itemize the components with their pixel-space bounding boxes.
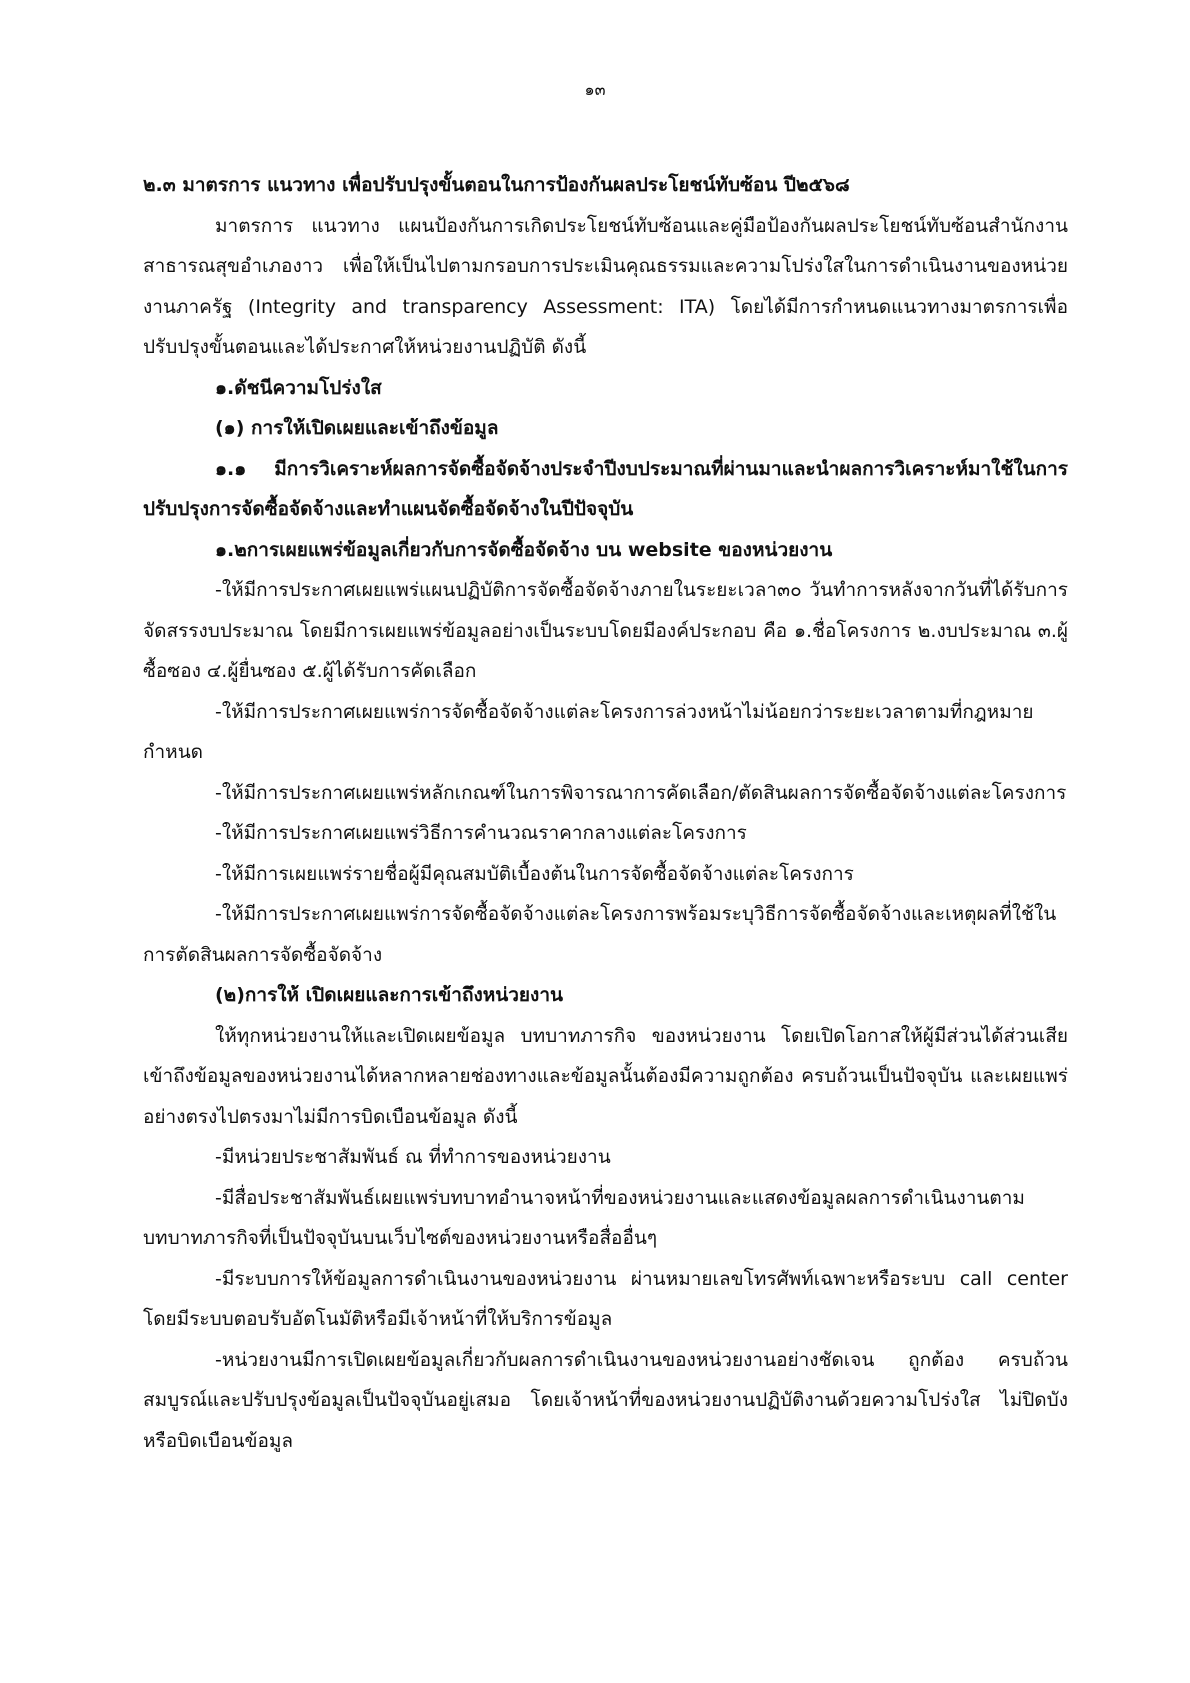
subsection-2-heading: (๒)การให้ เปิดเผยและการเข้าถึงหน่วยงาน <box>215 984 563 1006</box>
bullet-item: -หน่วยงานมีการเปิดเผยข้อมูลเกี่ยวกับผลการดำเนินงานของหน่วยงานอย่างชัดเจน ถูกต้อง ครบถ้วนสมบูรณ์และปรับปรุงข้อมูลเป็นปัจจุบันอยู่เสมอ โดยเจ้าหน้าที่ของหน่วยงานปฏิบัติงานด้วยความโปร่งใส ไม่ปิดบังหรือบิดเบือนข้อมูล <box>143 1348 1068 1452</box>
document-body <box>143 165 1068 1461</box>
bullet-item: -มีสื่อประชาสัมพันธ์เผยแพร่บทบาทอำนาจหน้าที่ของหน่วยงานและแสดงข้อมูลผลการดำเนินงานตามบทบาทภารกิจที่เป็นปัจจุบันบนเว็บไซต์ของหน่วยงานหรือสื่ออื่นๆ <box>143 1186 1025 1249</box>
page-number: ๑๓ <box>584 80 606 99</box>
section-heading: ๒.๓ มาตรการ แนวทาง เพื่อปรับปรุงขั้นตอนในการป้องกันผลประโยชน์ทับซ้อน ปี๒๕๖๘ <box>143 174 850 196</box>
item-1-1: ๑.๑ มีการวิเคราะห์ผลการจัดซื้อจัดจ้างประจำปีงบประมาณที่ผ่านมาและนำผลการวิเคราะห์มาใช้ในการปรับปรุงการจัดซื้อจัดจ้างและทำแผนจัดซื้อจัดจ้างในปีปัจจุบัน <box>143 457 1068 520</box>
intro-paragraph: มาตรการ แนวทาง แผนป้องกันการเกิดประโยชน์ทับซ้อนและคู่มือป้องกันผลประโยชน์ทับซ้อนสำนักงานสาธารณสุขอำเภองาว เพื่อให้เป็นไปตามกรอบการประเมินคุณธรรมและความโปร่งใสในการดำเนินงานของหน่วยงานภาครัฐ (Integrity and transparency Assessment: ITA) โดยได้มีการกำหนดแนวทางมาตรการเพื่อปรับปรุงขั้นตอนและได้ประกาศให้หน่วยงานปฏิบัติ ดังนี้ <box>143 214 1068 358</box>
bullet-item: -มีระบบการให้ข้อมูลการดำเนินงานของหน่วยงาน ผ่านหมายเลขโทรศัพท์เฉพาะหรือระบบ call center โดยมีระบบตอบรับอัตโนมัติหรือมีเจ้าหน้าที่ให้บริการข้อมูล <box>143 1267 1068 1330</box>
bullet-item: -ให้มีการประกาศเผยแพร่การจัดซื้อจัดจ้างแต่ละโครงการล่วงหน้าไม่น้อยกว่าระยะเวลาตามที่กฎหมายกำหนด <box>143 700 1034 763</box>
bullet-item: -ให้มีการประกาศเผยแพร่การจัดซื้อจัดจ้างแต่ละโครงการพร้อมระบุวิธีการจัดซื้อจัดจ้างและเหตุผลที่ใช้ในการตัดสินผลการจัดซื้อจัดจ้าง <box>143 903 1057 966</box>
bullet-item: -ให้มีการประกาศเผยแพร่หลักเกณฑ์ในการพิจารณาการคัดเลือก/ตัดสินผลการจัดซื้อจัดจ้างแต่ละโครงการ <box>215 781 1067 804</box>
bullet-item: -ให้มีการเผยแพร่รายชื่อผู้มีคุณสมบัติเบื้องต้นในการจัดซื้อจัดจ้างแต่ละโครงการ <box>215 862 854 885</box>
bullet-item: -ให้มีการประกาศเผยแพร่วิธีการคำนวณราคากลางแต่ละโครงการ <box>215 822 747 844</box>
item-1-2: ๑.๒การเผยแพร่ข้อมูลเกี่ยวกับการจัดซื้อจัดจ้าง บน website ของหน่วยงาน <box>215 538 833 561</box>
bullet-item: -ให้มีการประกาศเผยแพร่แผนปฏิบัติการจัดซื้อจัดจ้างภายในระยะเวลา๓๐ วันทำการหลังจากวันที่ได้รับการจัดสรรงบประมาณ โดยมีการเผยแพร่ข้อมูลอย่างเป็นระบบโดยมีองค์ประกอบ คือ ๑.ชื่อโครงการ ๒.งบประมาณ ๓.ผู้ซื้อซอง ๔.ผู้ยื่นซอง ๕.ผู้ได้รับการคัดเลือก <box>143 579 1068 682</box>
index-heading: ๑.ดัชนีความโปร่งใส <box>215 376 382 399</box>
bullet-item: -มีหน่วยประชาสัมพันธ์ ณ ที่ทำการของหน่วยงาน <box>215 1146 611 1168</box>
subsection-2-paragraph: ให้ทุกหน่วยงานให้และเปิดเผยข้อมูล บทบาทภารกิจ ของหน่วยงาน โดยเปิดโอกาสให้ผู้มีส่วนได้ส่วนเสียเข้าถึงข้อมูลของหน่วยงานได้หลากหลายช่องทางและข้อมูลนั้นต้องมีความถูกต้อง ครบถ้วนเป็นปัจจุบัน และเผยแพร่อย่างตรงไปตรงมาไม่มีการบิดเบือนข้อมูล ดังนี้ <box>143 1024 1068 1128</box>
subsection-1-heading: (๑) การให้เปิดเผยและเข้าถึงข้อมูล <box>215 417 499 439</box>
